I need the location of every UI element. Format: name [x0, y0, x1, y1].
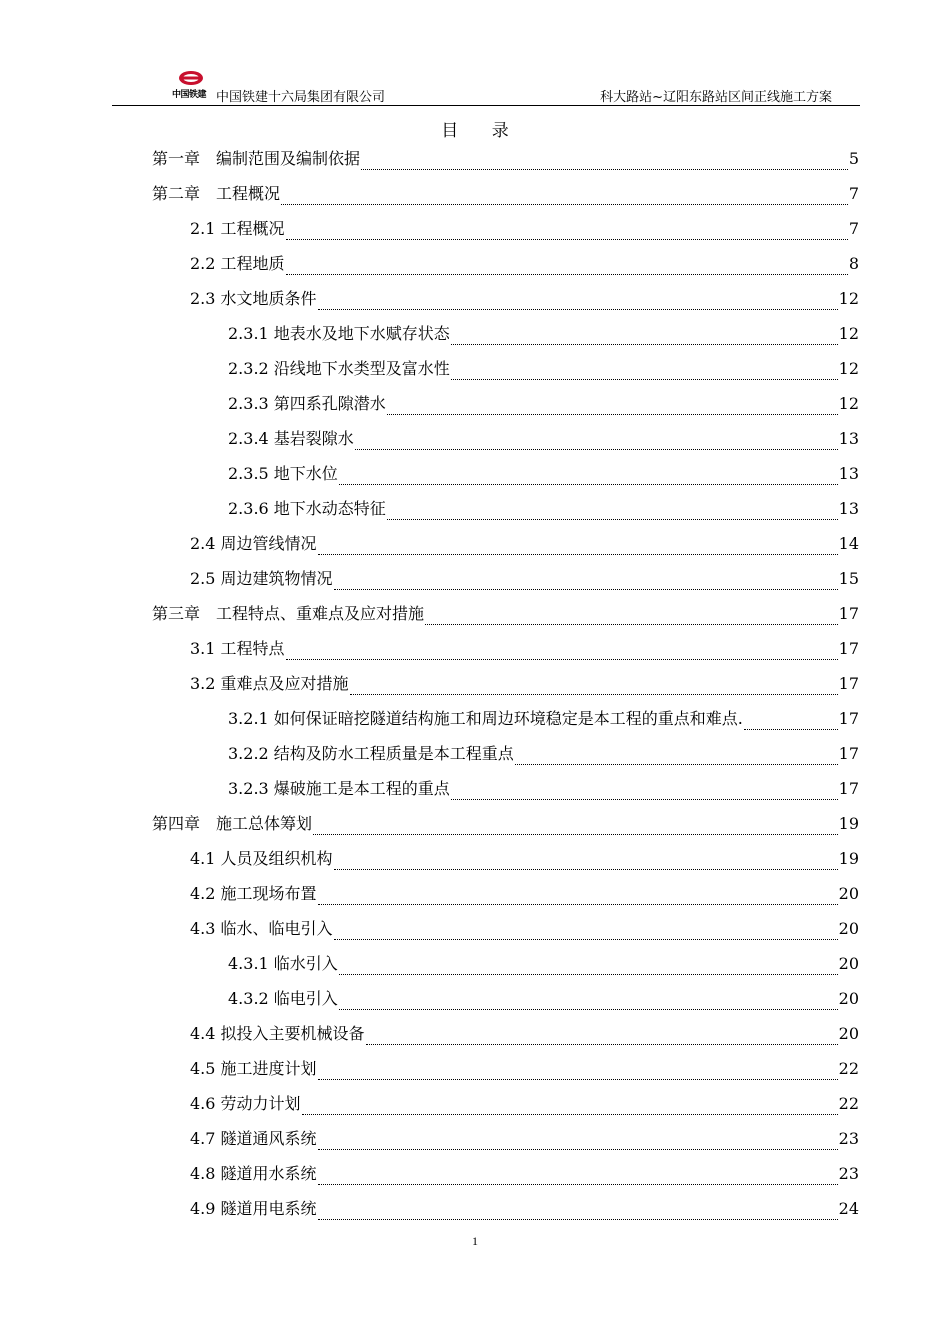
dot-leader [515, 747, 838, 765]
dot-leader [451, 327, 838, 345]
toc-entry-label: 4.9 隧道用电系统 [190, 1199, 317, 1218]
toc-entry[interactable] [228, 776, 859, 800]
toc-entry[interactable] [228, 706, 859, 730]
toc-entry-label: 4.3 临水、临电引入 [190, 919, 333, 938]
toc-entry[interactable] [190, 251, 859, 275]
toc-entry-page: 12 [838, 289, 859, 308]
toc-title: 目 录 [441, 121, 523, 141]
toc-entry-label: 2.2 工程地质 [190, 254, 285, 273]
toc-entry[interactable] [228, 986, 859, 1010]
dot-leader [334, 852, 838, 870]
dot-leader [318, 887, 838, 905]
toc-entry[interactable] [152, 181, 859, 205]
toc-entry-label: 4.5 施工进度计划 [190, 1059, 317, 1078]
toc-entry-page: 23 [838, 1164, 859, 1183]
toc-entry-label: 2.5 周边建筑物情况 [190, 569, 333, 588]
dot-leader [286, 222, 848, 240]
dot-leader [281, 187, 848, 205]
toc-entry-page: 20 [838, 919, 859, 938]
dot-leader [318, 292, 838, 310]
toc-entry-page: 14 [838, 534, 859, 553]
dot-leader [355, 432, 838, 450]
toc-entry-page: 20 [838, 954, 859, 973]
page-number: 1 [472, 1234, 478, 1248]
dot-leader [318, 1167, 838, 1185]
toc-entry[interactable] [190, 1021, 859, 1045]
toc-entry-label: 2.3 水文地质条件 [190, 289, 317, 308]
toc-entry-label: 第四章 施工总体筹划 [152, 814, 313, 833]
toc-entry-label: 2.3.2 沿线地下水类型及富水性 [228, 359, 450, 378]
toc-entry-page: 22 [838, 1059, 859, 1078]
dot-leader [334, 572, 838, 590]
toc-entry-label: 4.4 拟投入主要机械设备 [190, 1024, 365, 1043]
dot-leader [318, 1062, 838, 1080]
dot-leader [366, 1027, 838, 1045]
toc-entry-label: 2.3.5 地下水位 [228, 464, 338, 483]
toc-entry-page: 22 [838, 1094, 859, 1113]
toc-entry[interactable] [190, 531, 859, 555]
toc-entry-label: 第一章 编制范围及编制依据 [152, 149, 361, 168]
dot-leader [318, 537, 838, 555]
toc-entry[interactable] [190, 566, 859, 590]
toc-entry[interactable] [190, 846, 859, 870]
dot-leader [451, 782, 838, 800]
toc-entry[interactable] [228, 356, 859, 380]
toc-entry[interactable] [152, 811, 859, 835]
toc-entry-label: 4.1 人员及组织机构 [190, 849, 333, 868]
toc-entry[interactable] [190, 286, 859, 310]
toc-entry-page: 13 [838, 464, 859, 483]
toc-entry[interactable] [190, 636, 859, 660]
logo-text: 中国铁建 [172, 90, 207, 100]
toc-entry-page: 20 [838, 1024, 859, 1043]
toc-entry[interactable] [190, 1126, 859, 1150]
toc-entry-page: 5 [848, 149, 859, 168]
toc-entry-page: 17 [838, 709, 859, 728]
toc-entry-label: 3.2.1 如何保证暗挖隧道结构施工和周边环境稳定是本工程的重点和难点. [228, 709, 743, 728]
toc-entry-page: 20 [838, 884, 859, 903]
toc-entry[interactable] [228, 951, 859, 975]
dot-leader [318, 1132, 838, 1150]
toc-entry-label: 第二章 工程概况 [152, 184, 281, 203]
dot-leader [744, 712, 838, 730]
dot-leader [313, 817, 838, 835]
toc-entry[interactable] [228, 461, 859, 485]
dot-leader [387, 502, 838, 520]
toc-entry-label: 3.2.2 结构及防水工程质量是本工程重点 [228, 744, 514, 763]
toc-entry-label: 2.3.6 地下水动态特征 [228, 499, 386, 518]
toc-entry-label: 4.3.1 临水引入 [228, 954, 338, 973]
toc-entry-page: 8 [848, 254, 859, 273]
dot-leader [339, 467, 838, 485]
toc-entry[interactable] [228, 391, 859, 415]
toc-entry-label: 3.2 重难点及应对措施 [190, 674, 349, 693]
crcc-logo [172, 70, 212, 100]
toc-entry-page: 23 [838, 1129, 859, 1148]
toc-entry-label: 4.3.2 临电引入 [228, 989, 338, 1008]
toc-entry-page: 12 [838, 359, 859, 378]
toc-entry-page: 20 [838, 989, 859, 1008]
dot-leader [302, 1097, 838, 1115]
project-name: 科大路站~辽阳东路站区间正线施工方案 [600, 90, 832, 105]
toc-entry[interactable] [190, 916, 859, 940]
toc-entry-page: 17 [838, 604, 859, 623]
toc-entry-label: 4.6 劳动力计划 [190, 1094, 301, 1113]
dot-leader [334, 922, 838, 940]
toc-entry-label: 2.4 周边管线情况 [190, 534, 317, 553]
toc-entry-page: 7 [848, 184, 859, 203]
toc-entry-page: 12 [838, 324, 859, 343]
toc-entry[interactable] [152, 146, 859, 170]
toc-entry[interactable] [190, 216, 859, 240]
dot-leader [286, 257, 848, 275]
toc-entry-label: 3.1 工程特点 [190, 639, 285, 658]
toc-entry[interactable] [190, 881, 859, 905]
toc-entry[interactable] [190, 671, 859, 695]
toc-entry[interactable] [152, 601, 859, 625]
page-header [112, 70, 860, 106]
toc-entry-label: 2.1 工程概况 [190, 219, 285, 238]
toc-entry[interactable] [228, 321, 859, 345]
toc-entry-page: 17 [838, 744, 859, 763]
toc-entry-label: 2.3.3 第四系孔隙潜水 [228, 394, 386, 413]
toc-entry-page: 17 [838, 639, 859, 658]
toc-entry[interactable] [190, 1091, 859, 1115]
dot-leader [361, 152, 848, 170]
toc-entry-label: 4.2 施工现场布置 [190, 884, 317, 903]
company-name: 中国铁建十六局集团有限公司 [216, 90, 386, 105]
dot-leader [318, 1202, 838, 1220]
toc-entry[interactable] [228, 741, 859, 765]
toc-entry[interactable] [228, 426, 859, 450]
toc-entry-page: 17 [838, 779, 859, 798]
toc-entry-page: 13 [838, 429, 859, 448]
toc-entry-label: 4.8 隧道用水系统 [190, 1164, 317, 1183]
toc-entry-page: 17 [838, 674, 859, 693]
crcc-logo-icon [178, 70, 204, 86]
dot-leader [286, 642, 838, 660]
toc-entry-page: 19 [838, 814, 859, 833]
toc-entry[interactable] [190, 1056, 859, 1080]
toc-entry-page: 19 [838, 849, 859, 868]
dot-leader [350, 677, 838, 695]
toc-entry-label: 4.7 隧道通风系统 [190, 1129, 317, 1148]
dot-leader [339, 992, 838, 1010]
toc-entry-page: 13 [838, 499, 859, 518]
toc-entry-page: 7 [848, 219, 859, 238]
toc-entry-label: 2.3.1 地表水及地下水赋存状态 [228, 324, 450, 343]
toc-entry[interactable] [228, 496, 859, 520]
toc-entry[interactable] [190, 1161, 859, 1185]
toc-entry-label: 第三章 工程特点、重难点及应对措施 [152, 604, 425, 623]
toc-entry-label: 3.2.3 爆破施工是本工程的重点 [228, 779, 450, 798]
dot-leader [339, 957, 838, 975]
dot-leader [425, 607, 838, 625]
toc-entry[interactable] [190, 1196, 859, 1220]
dot-leader [451, 362, 838, 380]
dot-leader [387, 397, 838, 415]
toc-entry-page: 12 [838, 394, 859, 413]
toc-entry-page: 15 [838, 569, 859, 588]
toc-entry-label: 2.3.4 基岩裂隙水 [228, 429, 354, 448]
toc-entry-page: 24 [838, 1199, 859, 1218]
